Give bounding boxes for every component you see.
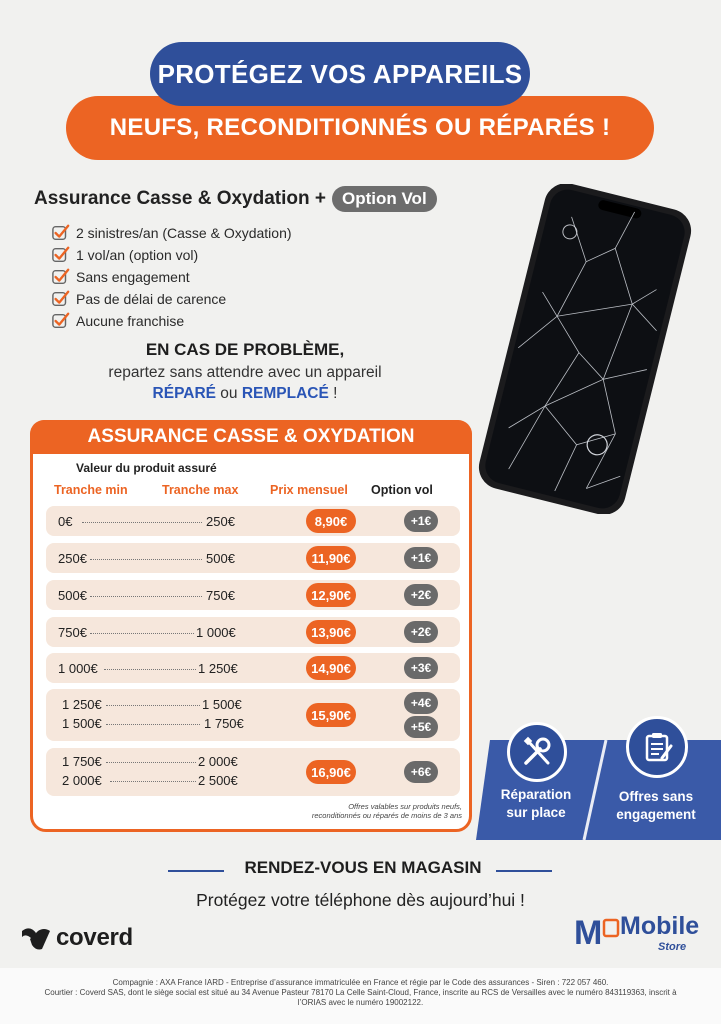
- mobile-store-logo: [574, 910, 704, 956]
- service-no-commitment: [600, 788, 712, 824]
- dotted-leader: [104, 669, 196, 670]
- row-min: 0€: [58, 514, 73, 529]
- legal-text: [20, 978, 701, 1008]
- row-min: 1 750€: [62, 754, 102, 769]
- feature-list: [52, 222, 292, 332]
- row-max: 2 000€: [198, 754, 238, 769]
- mobile-store-sub: Store: [658, 941, 687, 953]
- table-row: [46, 543, 460, 573]
- row-min: 1 000€: [58, 661, 98, 676]
- row-price: 14,90€: [306, 656, 356, 680]
- row-price: 8,90€: [306, 509, 356, 533]
- row-price: 12,90€: [306, 583, 356, 607]
- option-vol-badge: Option Vol: [332, 186, 437, 212]
- mobile-store-name: Mobile: [620, 912, 700, 940]
- header-title-pill: [150, 42, 530, 106]
- row-max: 750€: [206, 588, 235, 603]
- feature-label: Pas de délai de carence: [76, 291, 227, 307]
- dotted-leader: [106, 705, 200, 706]
- header-subtitle: NEUFS, RECONDITIONNÉS OU RÉPARÉS !: [109, 114, 611, 141]
- service-offers-line: Offres sans: [618, 789, 694, 804]
- problem-outcome: [60, 385, 430, 403]
- value-label: Valeur du produit assuré: [76, 461, 217, 475]
- row-vol: +1€: [404, 510, 438, 532]
- service-repair-line: sur place: [506, 805, 566, 820]
- repaired-text: RÉPARÉ: [152, 385, 216, 402]
- row-max: 500€: [206, 551, 235, 566]
- row-max: 1 750€: [204, 716, 244, 731]
- row-max: 1 000€: [196, 625, 236, 640]
- row-vol: +3€: [404, 657, 438, 679]
- header-title: PROTÉGEZ VOS APPAREILS: [157, 58, 523, 89]
- table-row: [46, 653, 460, 683]
- check-icon: [52, 290, 70, 308]
- header-option-vol: Option vol: [371, 483, 433, 497]
- header-prix-mensuel: Prix mensuel: [270, 483, 348, 497]
- service-repair: [484, 786, 588, 822]
- legal-line: Compagnie : AXA France IARD - Entreprise d’assurance immatriculée en France et régie par le Code des assurances - Siren : 722 057 460.: [112, 978, 609, 987]
- coverd-logo: [20, 924, 133, 952]
- feature-label: 1 vol/an (option vol): [76, 247, 199, 263]
- feature-label: Sans engagement: [76, 269, 190, 285]
- row-min: 2 000€: [62, 773, 102, 788]
- rdv-heading: RENDEZ-VOUS EN MAGASIN: [244, 858, 482, 877]
- exclamation-text: !: [333, 385, 338, 402]
- cracked-phone-image: [470, 184, 700, 514]
- fine-print: [270, 802, 462, 820]
- row-price: 16,90€: [306, 760, 356, 784]
- table-row: [46, 617, 460, 647]
- feature-item: [52, 310, 292, 332]
- row-min: 250€: [58, 551, 87, 566]
- row-max: 250€: [206, 514, 235, 529]
- row-vol: +2€: [404, 621, 438, 643]
- dotted-leader: [106, 724, 200, 725]
- table-row: [46, 506, 460, 536]
- legal-line: Courtier : Coverd SAS, dont le siège social est situé au 34 Avenue Pasteur 78170 La Celle Saint-Cloud, France, inscrite au RCS de Versailles avec le numéro 843119363, inscrit à: [44, 988, 677, 997]
- row-max: 1 500€: [202, 697, 242, 712]
- row-max: 1 250€: [198, 661, 238, 676]
- offer-title: [34, 186, 437, 212]
- fine-print-line: reconditionnés ou réparés de moins de 3 ans: [311, 811, 462, 820]
- pricing-card-title: ASSURANCE CASSE & OXYDATION: [87, 426, 415, 447]
- row-vol: +4€: [404, 692, 438, 714]
- tools-icon: [507, 722, 567, 782]
- row-price: 11,90€: [306, 546, 356, 570]
- feature-label: Aucune franchise: [76, 313, 185, 329]
- offer-title-text: Assurance Casse & Oxydation +: [34, 188, 326, 209]
- header-tranche-min: Tranche min: [54, 483, 128, 497]
- row-min: 1 500€: [62, 716, 102, 731]
- row-price: 15,90€: [306, 703, 356, 727]
- problem-statement: [60, 340, 430, 403]
- row-min: 750€: [58, 625, 87, 640]
- table-row: [46, 580, 460, 610]
- or-text: ou: [220, 385, 238, 402]
- dotted-leader: [90, 559, 202, 560]
- row-vol: +6€: [404, 761, 438, 783]
- feature-item: [52, 244, 292, 266]
- row-max: 2 500€: [198, 773, 238, 788]
- row-min: 500€: [58, 588, 87, 603]
- feature-item: [52, 222, 292, 244]
- row-min: 1 250€: [62, 697, 102, 712]
- problem-title: EN CAS DE PROBLÈME,: [145, 340, 345, 359]
- feature-label: 2 sinistres/an (Casse & Oxydation): [76, 225, 292, 241]
- rdv-subtitle: Protégez votre téléphone dès aujourd’hui !: [196, 890, 525, 910]
- feature-item: [52, 266, 292, 288]
- table-row: [46, 689, 460, 741]
- coverd-brand-text: coverd: [56, 924, 133, 951]
- problem-line: repartez sans attendre avec un appareil: [108, 364, 382, 381]
- fine-print-line: Offres valables sur produits neufs,: [348, 802, 462, 811]
- check-icon: [52, 268, 70, 286]
- dotted-leader: [90, 596, 202, 597]
- divider-right: [496, 870, 552, 872]
- legal-line: l’ORIAS avec le numéro 19002122.: [297, 998, 424, 1007]
- check-icon: [52, 312, 70, 330]
- pricing-card-header: [30, 420, 472, 454]
- row-price: 13,90€: [306, 620, 356, 644]
- service-offers-line: engagement: [616, 807, 696, 822]
- feature-item: [52, 288, 292, 310]
- check-icon: [52, 224, 70, 242]
- dotted-leader: [106, 762, 196, 763]
- coverd-logo-icon: [20, 925, 52, 951]
- row-vol: +5€: [404, 716, 438, 738]
- row-vol: +1€: [404, 547, 438, 569]
- svg-text:M: M: [574, 914, 603, 952]
- check-icon: [52, 246, 70, 264]
- service-repair-line: Réparation: [500, 787, 572, 802]
- row-vol: +2€: [404, 584, 438, 606]
- header-tranche-max: Tranche max: [162, 483, 239, 497]
- dotted-leader: [82, 522, 202, 523]
- dotted-leader: [90, 633, 194, 634]
- replaced-text: REMPLACÉ: [241, 385, 329, 402]
- table-row: [46, 748, 460, 796]
- phone-illustration: [470, 184, 700, 514]
- contract-icon: [626, 716, 688, 778]
- dotted-leader: [110, 781, 196, 782]
